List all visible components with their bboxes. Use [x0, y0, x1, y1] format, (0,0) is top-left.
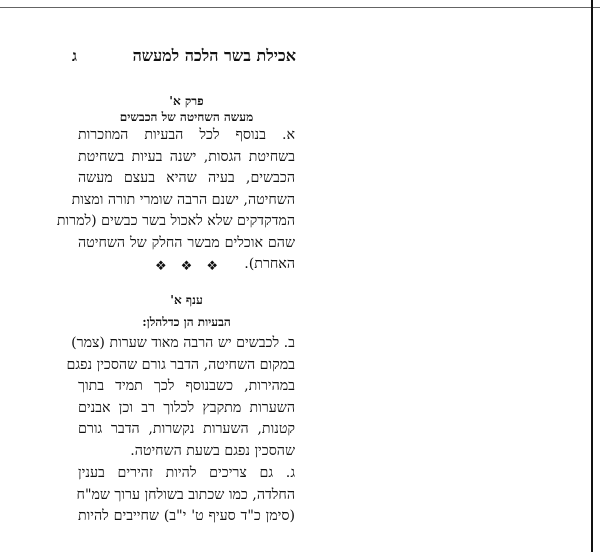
branch-heading: ענף א' [170, 293, 203, 307]
paragraph-line: א. בנוסף לכל הבעיות המוזכרות [78, 127, 295, 143]
paragraph-line: המדקדקים שלא לאכול בשר כבשים (למרות [56, 213, 295, 229]
paragraph-line: בשחיטת הגסות, ישנה בעיות בשחיטת [78, 148, 295, 165]
paragraph-line: ב. לכבשים יש הרבה מאוד שערות (צמר) [71, 335, 295, 351]
paragraph-line: ג. גם צריכים להיות זהירים בענין [78, 465, 295, 481]
paragraph-a [56, 125, 295, 276]
scan-edge-top [0, 7, 600, 8]
paragraph-line: קטנות, השערות נקשרות, הדבר גורם [78, 421, 295, 437]
paragraph-line: במהירות, כשבנוסף לכך תמיד בתוך [78, 378, 295, 394]
book-title: אכילת בשר הלכה למעשה [132, 46, 296, 65]
scan-edge-right [591, 0, 593, 552]
page-number: ג [72, 47, 77, 65]
running-header [72, 46, 296, 70]
diamond-ornament-icon: ❖ [180, 259, 193, 274]
diamond-ornament-icon: ❖ [155, 259, 167, 274]
paragraph-c [78, 463, 295, 528]
chapter-heading: פרק א' [169, 94, 204, 108]
paragraph-line: החלדה, כמו שכתוב בשולחן ערוך שמ"ח [76, 486, 295, 503]
paragraph-b [66, 333, 295, 462]
paragraph-line: השחיטה, ישנם הרבה שומרי תורה ומצות [71, 191, 295, 208]
section-heading: מעשה השחיטה של הכבשים [119, 110, 254, 124]
problems-heading: הבעיות הן כדלהלן: [142, 315, 231, 329]
paragraph-line: שהם אוכלים מבשר החלק של השחיטה [78, 234, 295, 251]
paragraph-line: שהסכין נפגם בשעת השחיטה. [130, 442, 295, 459]
section-separator [78, 259, 295, 274]
paragraph-line: במקום השחיטה, הדבר גורם שהסכין נפגם [66, 356, 295, 373]
paragraph-line: (סימן כ"ד סעיף ט' י"ב) שחייבים להיות [78, 508, 295, 524]
paragraph-line: האחרת). [244, 256, 295, 272]
paragraph-line: השערות מתקבץ לכלוך רב וכן אבנים [78, 399, 295, 416]
paragraph-line: הכבשים, בעיה שהיא בעצם מעשה [78, 170, 295, 186]
diamond-ornament-icon: ❖ [206, 259, 218, 274]
